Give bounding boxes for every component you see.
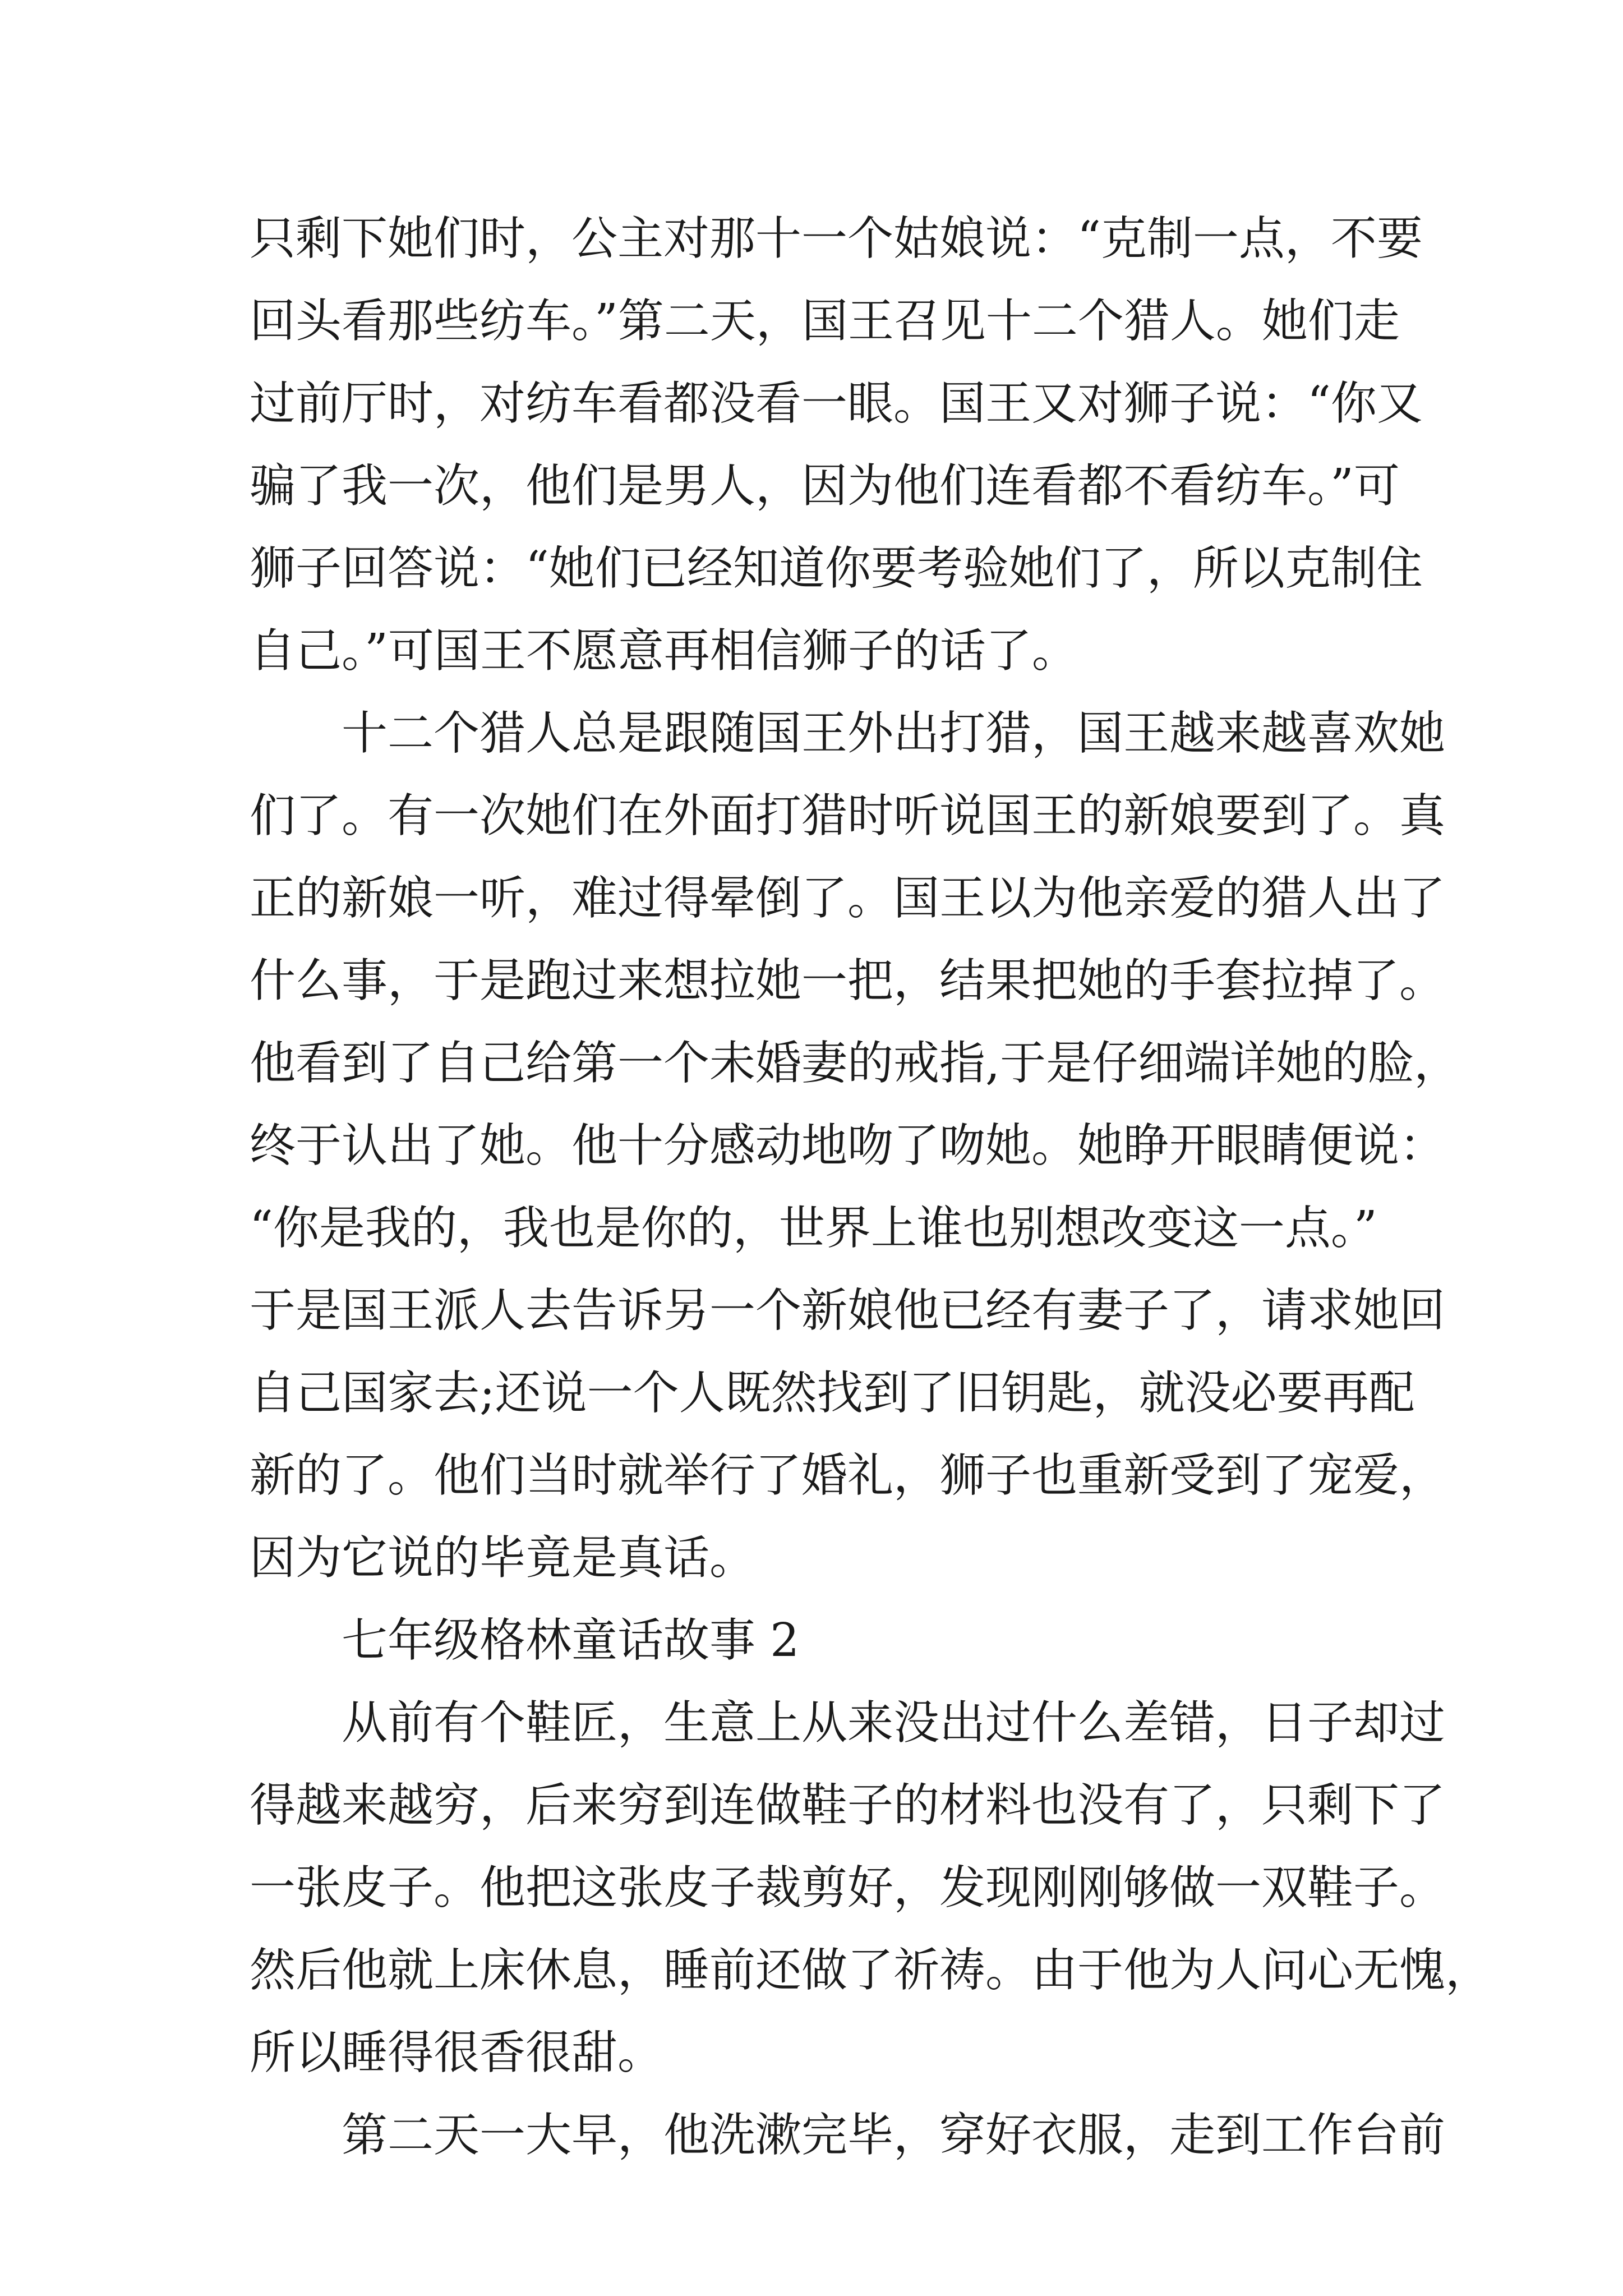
text-line: 因为它说的毕竟是真话。 (250, 1531, 756, 1585)
text-line: “你是我的，我也是你的，世界上谁也别想改变这一点。” (250, 1202, 1377, 1255)
text-line: 只剩下她们时，公主对那十一个姑娘说：“克制一点，不要 (250, 212, 1423, 265)
text-line: 得越来越穷，后来穷到连做鞋子的材料也没有了，只剩下了 (250, 1779, 1446, 1832)
text-line: 回头看那些纺车。”第二天，国王召见十二个猎人。她们走 (250, 295, 1400, 348)
text-line: 正的新娘一听，难过得晕倒了。国王以为他亲爱的猎人出了 (250, 872, 1446, 925)
text-line: 过前厅时，对纺车看都没看一眼。国王又对狮子说：“你又 (250, 377, 1423, 430)
paragraph-start-line: 第二天一大早，他洗漱完毕，穿好衣服，走到工作台前 (342, 2109, 1446, 2162)
text-line: 骗了我一次，他们是男人，因为他们连看都不看纺车。”可 (250, 459, 1400, 513)
paragraph-start-line: 从前有个鞋匠，生意上从来没出过什么差错，日子却过 (342, 1696, 1446, 1750)
text-line: 他看到了自己给第一个未婚妻的戒指,于是仔细端详她的脸， (250, 1037, 1460, 1090)
text-line: 自己。”可国王不愿意再相信狮子的话了。 (250, 624, 1078, 678)
body-text (250, 197, 1492, 2177)
text-line: 一张皮子。他把这张皮子裁剪好，发现刚刚够做一双鞋子。 (250, 1861, 1446, 1915)
paragraph-start-line: 十二个猎人总是跟随国王外出打猎，国王越来越喜欢她 (342, 707, 1446, 760)
text-line: 自己国家去;还说一个人既然找到了旧钥匙，就没必要再配 (250, 1366, 1415, 1420)
text-line: 新的了。他们当时就举行了婚礼，狮子也重新受到了宠爱， (250, 1449, 1446, 1502)
text-line: 们了。有一次她们在外面打猎时听说国王的新娘要到了。真 (250, 789, 1446, 843)
text-line: 然后他就上床休息，睡前还做了祈祷。由于他为人问心无愧， (250, 1944, 1492, 1997)
text-line: 所以睡得很香很甜。 (250, 2026, 664, 2079)
text-line: 狮子回答说：“她们已经知道你要考验她们了，所以克制住 (250, 542, 1423, 595)
section-heading: 七年级格林童话故事 2 (342, 1614, 800, 1667)
text-line: 什么事，于是跑过来想拉她一把，结果把她的手套拉掉了。 (250, 954, 1446, 1007)
text-line: 终于认出了她。他十分感动地吻了吻她。她睁开眼睛便说： (250, 1119, 1446, 1172)
text-line: 于是国王派人去告诉另一个新娘他已经有妻子了，请求她回 (250, 1284, 1446, 1337)
